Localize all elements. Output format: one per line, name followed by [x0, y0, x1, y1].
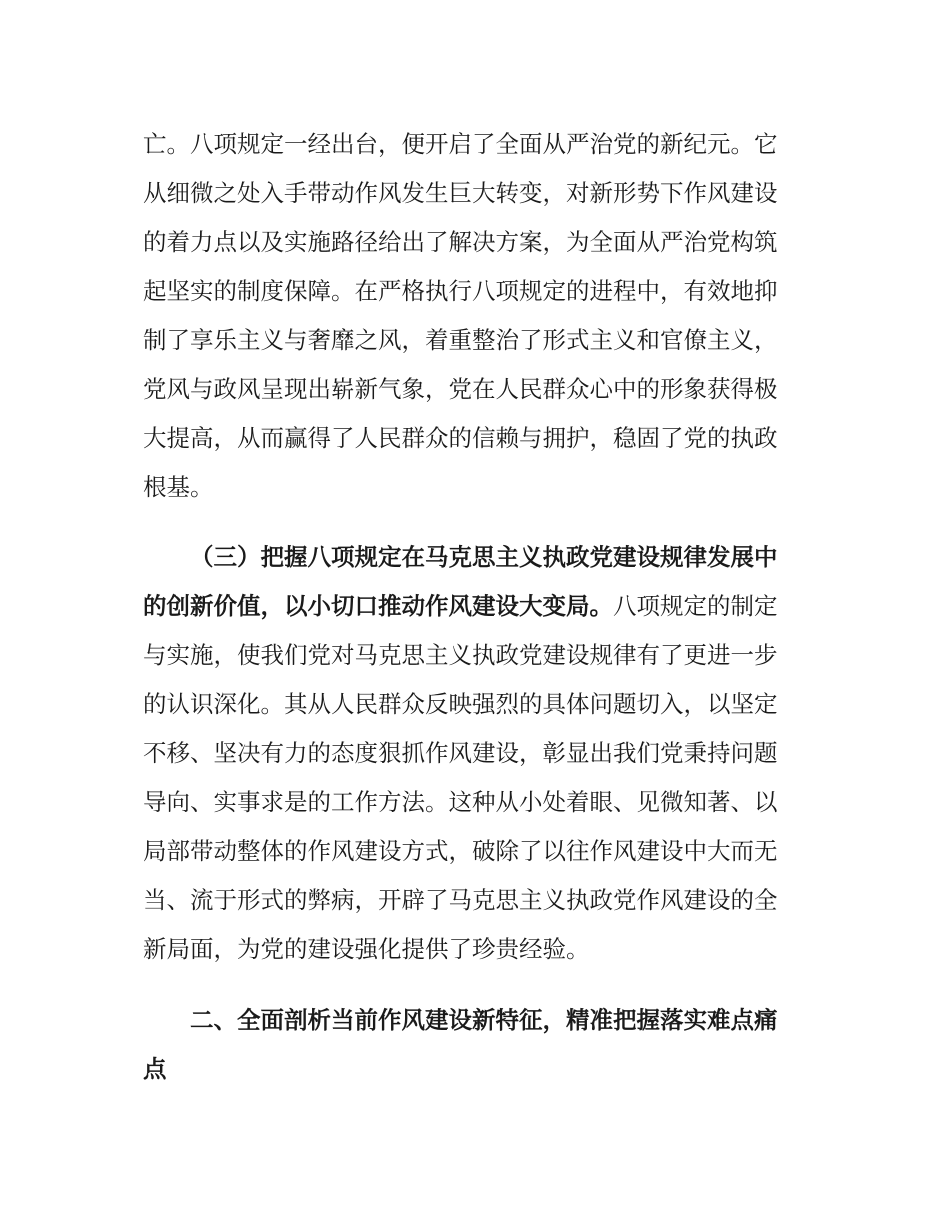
paragraph-1-line-3: 的着力点以及实施路径给出了解决方案，为全面从严治党构筑 — [143, 228, 778, 256]
paragraph-2-line-6: 当、流于形式的弊病，开辟了马克思主义执政党作风建设的全 — [143, 886, 778, 914]
subsection-heading-bold-part: 的创新价值，以小切口推动作风建设大变局。 — [143, 592, 613, 620]
paragraph-1-line-5: 制了享乐主义与奢靡之风，着重整治了形式主义和官僚主义， — [143, 326, 778, 354]
paragraph-2-line-7: 新局面，为党的建设强化提供了珍贵经验。 — [143, 935, 590, 963]
paragraph-1-line-2: 从细微之处入手带动作风发生巨大转变，对新形势下作风建设 — [143, 179, 778, 207]
paragraph-1-line-7: 大提高，从而赢得了人民群众的信赖与拥护，稳固了党的执政 — [143, 424, 778, 452]
paragraph-1-line-4: 起坚实的制度保障。在严格执行八项规定的进程中，有效地抑 — [143, 277, 778, 305]
paragraph-1-line-6: 党风与政风呈现出崭新气象，党在人民群众心中的形象获得极 — [143, 375, 778, 403]
paragraph-2-line-5: 局部带动整体的作风建设方式，破除了以往作风建设中大而无 — [143, 837, 778, 865]
paragraph-2-line-4: 导向、实事求是的工作方法。这种从小处着眼、见微知著、以 — [143, 788, 778, 816]
paragraph-1-line-1: 亡。八项规定一经出台，便开启了全面从严治党的新纪元。它 — [143, 130, 778, 158]
paragraph-2-line-2: 的认识深化。其从人民群众反映强烈的具体问题切入，以坚定 — [143, 690, 778, 718]
subsection-heading-line-1: （三）把握八项规定在马克思主义执政党建设规律发展中 — [190, 543, 778, 571]
paragraph-2-lead-text: 八项规定的制定 — [613, 592, 778, 620]
paragraph-1-line-8: 根基。 — [143, 473, 214, 501]
paragraph-2-line-3: 不移、坚决有力的态度狠抓作风建设，彰显出我们党秉持问题 — [143, 739, 778, 767]
paragraph-2-line-1: 与实施，使我们党对马克思主义执政党建设规律有了更进一步 — [143, 641, 778, 669]
section-heading-line-1: 二、全面剖析当前作风建设新特征，精准把握落实难点痛 — [190, 1006, 778, 1034]
section-heading-line-2: 点 — [143, 1055, 167, 1083]
subsection-heading-line-2 — [143, 590, 778, 622]
